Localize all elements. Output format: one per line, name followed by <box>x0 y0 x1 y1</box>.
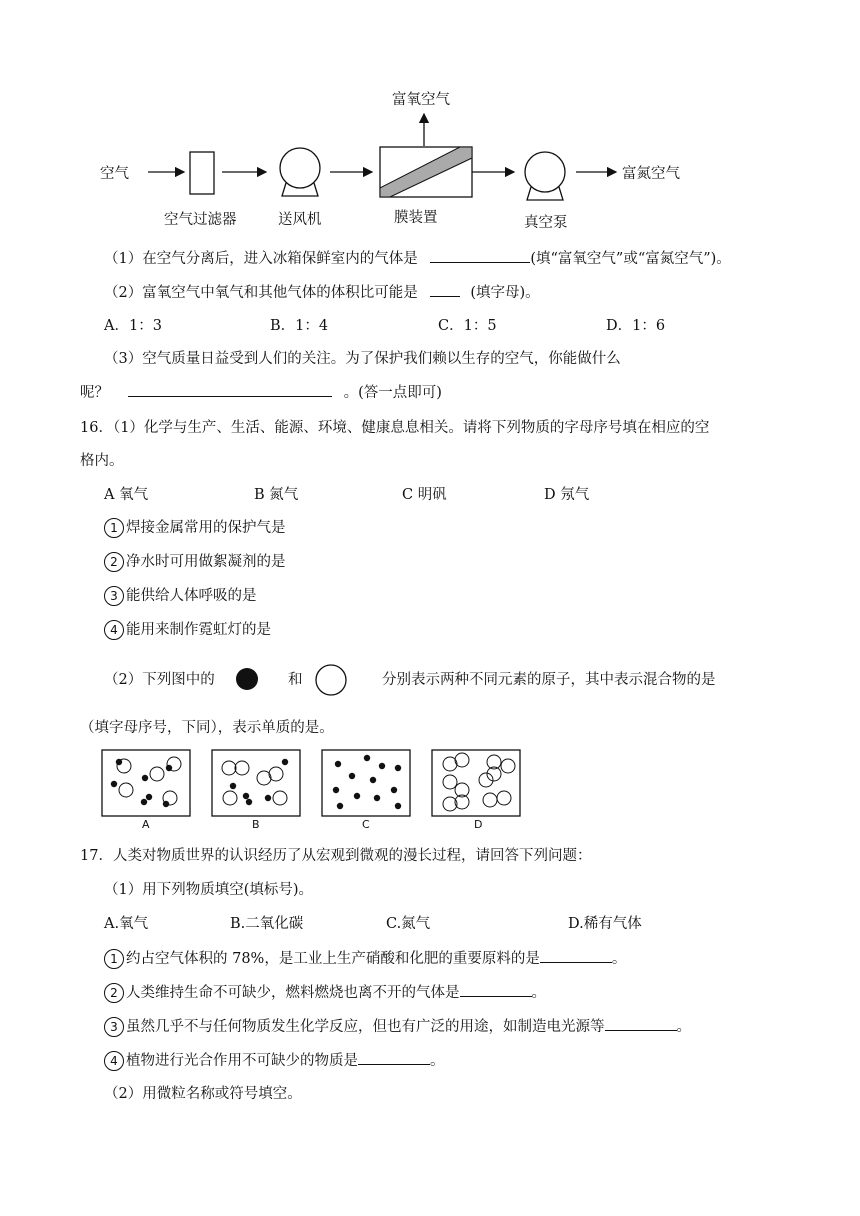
q16-part2-pre: （2）下列图中的 <box>104 672 215 688</box>
circled-number: 2 <box>104 552 124 572</box>
q17-item-4 <box>104 1050 445 1071</box>
q16-option-a: A 氧气 <box>104 487 149 503</box>
circled-number: 3 <box>104 586 124 606</box>
q17-item-2-blank[interactable] <box>460 982 532 997</box>
q17-part1: （1）用下列物质填空(填标号)。 <box>104 882 314 898</box>
q17-item-1-blank[interactable] <box>540 948 612 963</box>
q16-part2-post: 分别表示两种不同元素的原子，其中表示混合物的是 <box>382 672 716 688</box>
label-membrane: 膜装置 <box>394 210 438 226</box>
q15-option-a[interactable]: A．1：3 <box>104 318 162 334</box>
q16-stem-line2: 格内。 <box>80 453 124 469</box>
circled-number: 4 <box>104 1051 124 1071</box>
q15-part1-hint: (填“富氧空气”或“富氮空气”)。 <box>530 251 731 267</box>
circled-number: 1 <box>104 949 124 969</box>
particle-diagrams <box>100 748 530 838</box>
q17-item-1-text: 约占空气体积的 78%，是工业上生产硝酸和化肥的重要原料的是 <box>126 951 540 967</box>
q15-part1 <box>104 248 731 269</box>
q16-item-2 <box>104 552 286 572</box>
q17-option-a: A.氧气 <box>104 916 149 932</box>
label-filter: 空气过滤器 <box>164 212 237 228</box>
q17-item-1 <box>104 948 626 969</box>
filled-atom-icon <box>234 666 262 694</box>
box-label-d: D <box>474 818 483 831</box>
circled-number: 1 <box>104 518 124 538</box>
q15-part3: （3）空气质量日益受到人们的关注。为了保护我们赖以生存的空气，你能做什么 <box>104 351 621 367</box>
circled-number: 3 <box>104 1017 124 1037</box>
label-vacuum: 真空泵 <box>524 215 568 231</box>
circled-number: 2 <box>104 983 124 1003</box>
q16-item-2-text: 净水时可用做絮凝剂的是 <box>126 554 286 570</box>
q17-option-d: D.稀有气体 <box>568 916 642 932</box>
q15-part2-blank[interactable] <box>430 282 460 297</box>
q16-option-c: C 明矾 <box>402 487 447 503</box>
circled-number: 4 <box>104 620 124 640</box>
box-d <box>432 750 520 816</box>
q15-option-c[interactable]: C．1：5 <box>438 318 497 334</box>
fan-circle <box>280 148 320 188</box>
q17-item-2 <box>104 982 546 1003</box>
box-a <box>102 750 190 816</box>
q17-item-3-blank[interactable] <box>605 1016 677 1031</box>
q15-part3-hint: 。(答一点即可) <box>343 385 442 401</box>
q16-item-3 <box>104 586 257 606</box>
q15-part1-blank[interactable] <box>430 248 530 263</box>
q16-item-1-text: 焊接金属常用的保护气是 <box>126 520 286 536</box>
q16-option-b: B 氮气 <box>254 487 299 503</box>
empty-atom-icon <box>314 663 350 699</box>
q15-part3-cont <box>80 382 442 403</box>
q15-option-b[interactable]: B．1：4 <box>270 318 329 334</box>
q17-item-1-end: 。 <box>611 951 627 967</box>
q17-item-2-end: 。 <box>531 985 546 1001</box>
vacuum-circle <box>525 152 565 192</box>
label-air: 空气 <box>100 166 129 182</box>
q17-part2: （2）用微粒名称或符号填空。 <box>104 1086 302 1102</box>
box-label-a: A <box>142 818 150 831</box>
q16-item-3-text: 能供给人体呼吸的是 <box>126 588 257 604</box>
label-oxygen: 富氧空气 <box>392 92 450 108</box>
q16-stem-line1: 16．（1）化学与生产、生活、能源、环境、健康息息相关。请将下列物质的字母序号填在相应的空 <box>80 420 710 436</box>
box-label-b: B <box>252 818 260 831</box>
q16-part2-and: 和 <box>288 672 303 688</box>
q17-item-4-blank[interactable] <box>358 1050 430 1065</box>
q17-item-3-text: 虽然几乎不与任何物质发生化学反应，但也有广泛的用途，如制造电光源等 <box>126 1019 605 1035</box>
q17-option-c: C.氮气 <box>386 916 431 932</box>
q17-item-2-text: 人类维持生命不可缺少，燃料燃烧也离不开的气体是 <box>126 985 460 1001</box>
q16-part2-line2: （填字母序号，下同），表示单质的是。 <box>80 720 334 736</box>
q15-part1-text: （1）在空气分离后，进入冰箱保鲜室内的气体是 <box>104 251 418 267</box>
label-fan: 送风机 <box>278 212 322 228</box>
filter-box <box>190 152 214 194</box>
label-nitrogen: 富氮空气 <box>622 166 680 182</box>
q17-item-4-end: 。 <box>430 1053 445 1069</box>
q16-option-d: D 氖气 <box>544 487 590 503</box>
q16-item-4-text: 能用来制作霓虹灯的是 <box>126 622 271 638</box>
q15-part3-cont-text: 呢？ <box>80 385 109 401</box>
q15-part2 <box>104 282 540 303</box>
box-label-c: C <box>362 818 370 831</box>
q15-part2-text: （2）富氧空气中氧气和其他气体的体积比可能是 <box>104 285 418 301</box>
q17-item-4-text: 植物进行光合作用不可缺少的物质是 <box>126 1053 358 1069</box>
air-separation-diagram <box>0 0 860 240</box>
q16-item-4 <box>104 620 271 640</box>
q17-item-3-end: 。 <box>676 1019 691 1035</box>
box-c <box>322 750 410 816</box>
q16-item-1 <box>104 518 286 538</box>
q15-part2-hint: (填字母)。 <box>470 285 540 301</box>
q15-option-d[interactable]: D．1：6 <box>606 318 666 334</box>
q17-option-b: B.二氧化碳 <box>230 916 304 932</box>
q15-part3-blank[interactable] <box>128 382 332 397</box>
q17-stem: 17．人类对物质世界的认识经历了从宏观到微观的漫长过程，请回答下列问题： <box>80 848 592 864</box>
q17-item-3 <box>104 1016 691 1037</box>
box-b <box>212 750 300 816</box>
